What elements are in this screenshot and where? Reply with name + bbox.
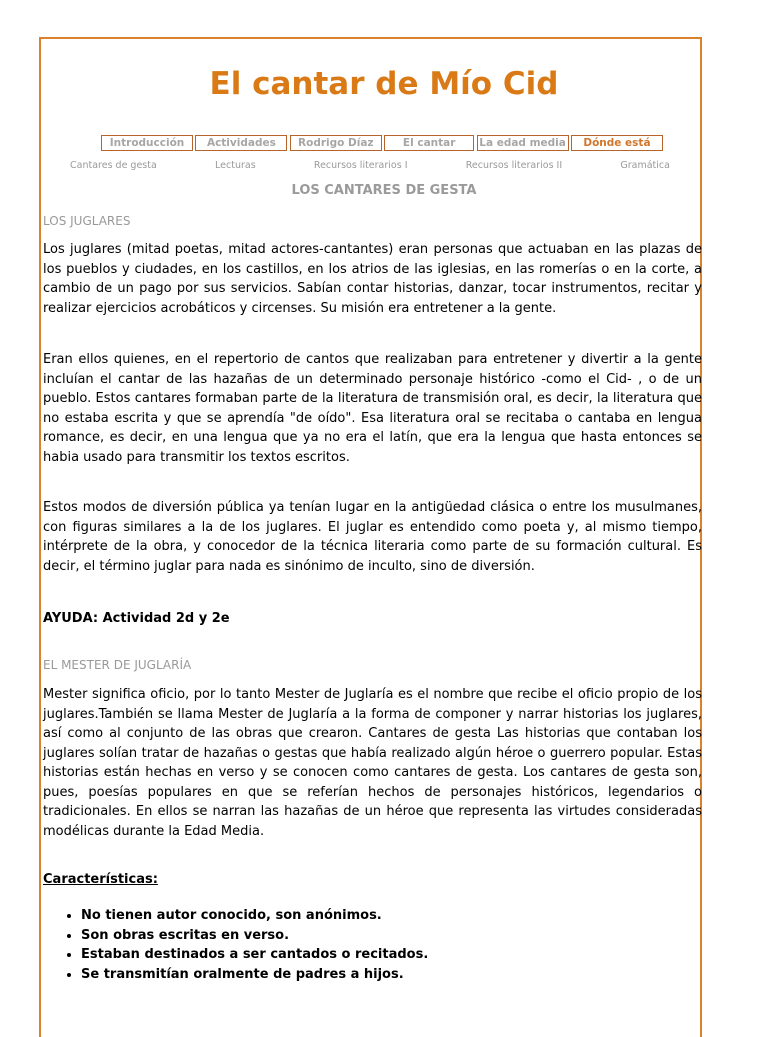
nav-rodrigo-diaz-button[interactable]: Rodrigo Díaz xyxy=(290,135,382,151)
subnav-recursos-literarios-1-link[interactable]: Recursos literarios I xyxy=(313,160,408,171)
nav-introduccion-button[interactable]: Introducción xyxy=(101,135,193,151)
juglares-paragraph-3: Estos modos de diversión pública ya tenían lugar en la antigüedad clásica o entre los musulmanes, con figuras similares a la de los juglares. El juglar es entendido como poeta y, al mismo tiempo, intérprete de la obra, y conocedor de la técnica literaria como parte de su formación cultural. Es decir, el término juglar para nada es sinónimo de inculto, sino de diversión. xyxy=(43,500,702,574)
help-note: AYUDA: Actividad 2d y 2e xyxy=(43,611,230,626)
features-label: Características: xyxy=(43,872,158,887)
features-list xyxy=(62,906,428,984)
list-item: • No tienen autor conocido, son anónimos. xyxy=(81,906,428,926)
nav-el-cantar-button[interactable]: El cantar xyxy=(384,135,474,151)
page-title: El cantar de Mío Cid xyxy=(209,66,559,102)
nav-edad-media-button[interactable]: La edad media xyxy=(477,135,569,151)
features-heading xyxy=(43,870,702,890)
list-item: • Se transmitían oralmente de padres a hijos. xyxy=(81,965,428,985)
section-title: LOS CANTARES DE GESTA xyxy=(291,183,477,198)
sub-navigation xyxy=(70,160,670,174)
list-item: • Son obras escritas en verso. xyxy=(81,926,428,946)
subnav-recursos-literarios-2-link[interactable]: Recursos literarios II xyxy=(465,160,563,171)
subnav-gramatica-link[interactable]: Gramática xyxy=(620,160,670,171)
juglares-paragraph-1: Los juglares (mitad poetas, mitad actores-cantantes) eran personas que actuaban en las plazas de los pueblos y ciudades, en los castillos, en los atrios de las iglesias, en las romerías o en la corte, a cambio de un pago por sus servicios. Sabían contar historias, danzar, tocar instrumentos, recitar y realizar ejercicios acrobáticos y circenses. Su misión era entretener a la gente. xyxy=(43,242,702,316)
nav-donde-esta-button[interactable]: Dónde está xyxy=(571,135,663,151)
subnav-lecturas-link[interactable]: Lecturas xyxy=(215,160,256,171)
mester-paragraph: Mester significa oficio, por lo tanto Mester de Juglaría es el nombre que recibe el oficio propio de los juglares.También se llama Mester de Juglaría a la forma de componer y narrar historias los juglares, así como al conjunto de las obras que crearon. Cantares de gesta Las historias que contaban los juglares solían tratar de hazañas o gestas que había realizado algún héroe o guerrero popular. Estas historias están hechas en verso y se conocen como cantares de gesta. Los cantares de gesta son, pues, poesías populares en que se referían hechos de personajes históricos, legendarios o tradicionales. En ellos se narran las hazañas de un héroe que representa las virtudes consideradas modélicas durante la Edad Media. xyxy=(43,687,702,839)
main-navigation xyxy=(101,135,663,151)
juglares-heading: LOS JUGLARES xyxy=(43,214,131,228)
list-item: • Estaban destinados a ser cantados o recitados. xyxy=(81,945,428,965)
mester-heading: EL MESTER DE JUGLARÍA xyxy=(43,658,192,672)
nav-actividades-button[interactable]: Actividades xyxy=(195,135,287,151)
subnav-cantares-de-gesta-link[interactable]: Cantares de gesta xyxy=(70,160,157,171)
juglares-paragraph-2: Eran ellos quienes, en el repertorio de cantos que realizaban para entretener y divertir a la gente incluían el cantar de las hazañas de un determinado personaje histórico -como el Cid- , o de un pueblo. Estos cantares formaban parte de la literatura de transmisión oral, es decir, la literatura que no estaba escrita y que se aprendía "de oído". Esa literatura oral se recitaba o cantaba en lengua romance, es decir, en una lengua que ya no era el latín, que era la lengua que hasta entonces se habia usado para transmitir los textos escritos. xyxy=(43,352,702,465)
